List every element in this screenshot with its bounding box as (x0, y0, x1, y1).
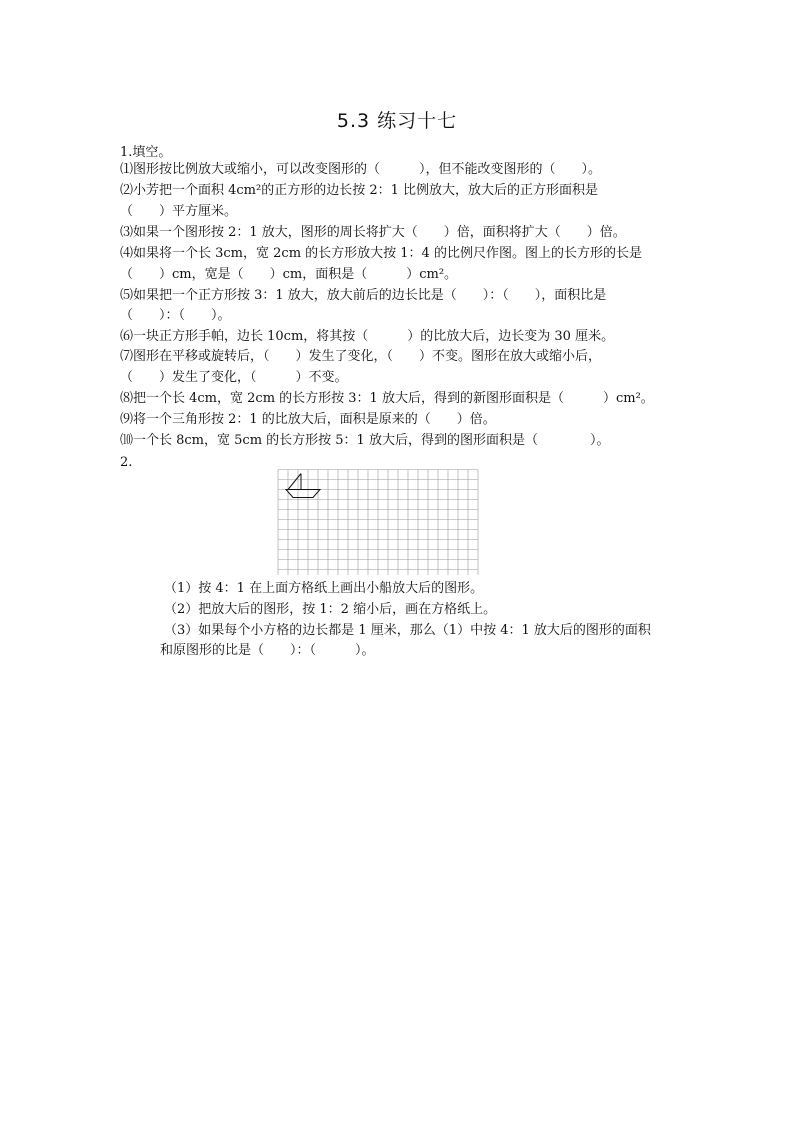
boat-figure (286, 474, 320, 498)
question-1-5: ⑸如果把一个正方形按 3：1 放大，放大前后的边长比是（ ）：（ ），面积比是 (120, 288, 607, 303)
boat-sail (288, 474, 301, 490)
question-1-10: ⑽一个长 8cm，宽 5cm 的长方形按 5：1 放大后，得到的图形面积是（ ）。 (120, 433, 610, 448)
question-1-7: ⑺图形在平移或旋转后，（ ）发生了变化，（ ）不变。图形在放大或缩小后， (120, 349, 602, 364)
question-2-1: （1）按 4：1 在上面方格纸上画出小船放大后的图形。 (164, 581, 484, 596)
question-1-1: ⑴图形按比例放大或缩小，可以改变图形的（ ），但不能改变图形的（ ）。 (120, 162, 602, 177)
question-1-2: ⑵小芳把一个面积 4cm²的正方形的边长按 2：1 比例放大，放大后的正方形面积是 (120, 183, 599, 198)
question-2-2: （2）把放大后的图形，按 1：2 缩小后，画在方格纸上。 (164, 602, 497, 617)
question-1-8: ⑻把一个长 4cm，宽 2cm 的长方形按 3：1 放大后，得到的新图形面积是（ ）cm²。 (120, 391, 654, 406)
question-1-2-cont: （ ）平方厘米。 (120, 204, 238, 219)
section-1-heading: 1.填空。 (120, 145, 172, 160)
square-grid-paper[interactable] (277, 469, 479, 575)
question-1-4-cont: （ ）cm，宽是（ ）cm，面积是（ ）cm²。 (120, 267, 458, 282)
section-2-heading: 2. (120, 455, 133, 470)
question-1-4: ⑷如果将一个长 3cm，宽 2cm 的长方形放大按 1：4 的比例尺作图。图上的长方形的长是 (120, 246, 642, 261)
question-1-6: ⑹一块正方形手帕，边长 10cm，将其按（ ）的比放大后，边长变为 30 厘米。 (120, 329, 615, 344)
question-1-7-cont: （ ）发生了变化，（ ）不变。 (120, 370, 348, 385)
question-2-3-cont: 和原图形的比是（ ）：（ ）。 (160, 643, 375, 658)
question-1-5-cont: （ ）：（ ）。 (120, 308, 231, 323)
question-1-9: ⑼将一个三角形按 2：1 的比放大后，面积是原来的（ ）倍。 (120, 412, 496, 427)
question-2-3: （3）如果每个小方格的边长都是 1 厘米，那么（1）中按 4：1 放大后的图形的面积 (164, 623, 651, 638)
boat-hull (286, 490, 320, 498)
question-1-3: ⑶如果一个图形按 2：1 放大，图形的周长将扩大（ ）倍，面积将扩大（ ）倍。 (120, 225, 626, 240)
page-title: 5.3 练习十七 (336, 110, 458, 132)
